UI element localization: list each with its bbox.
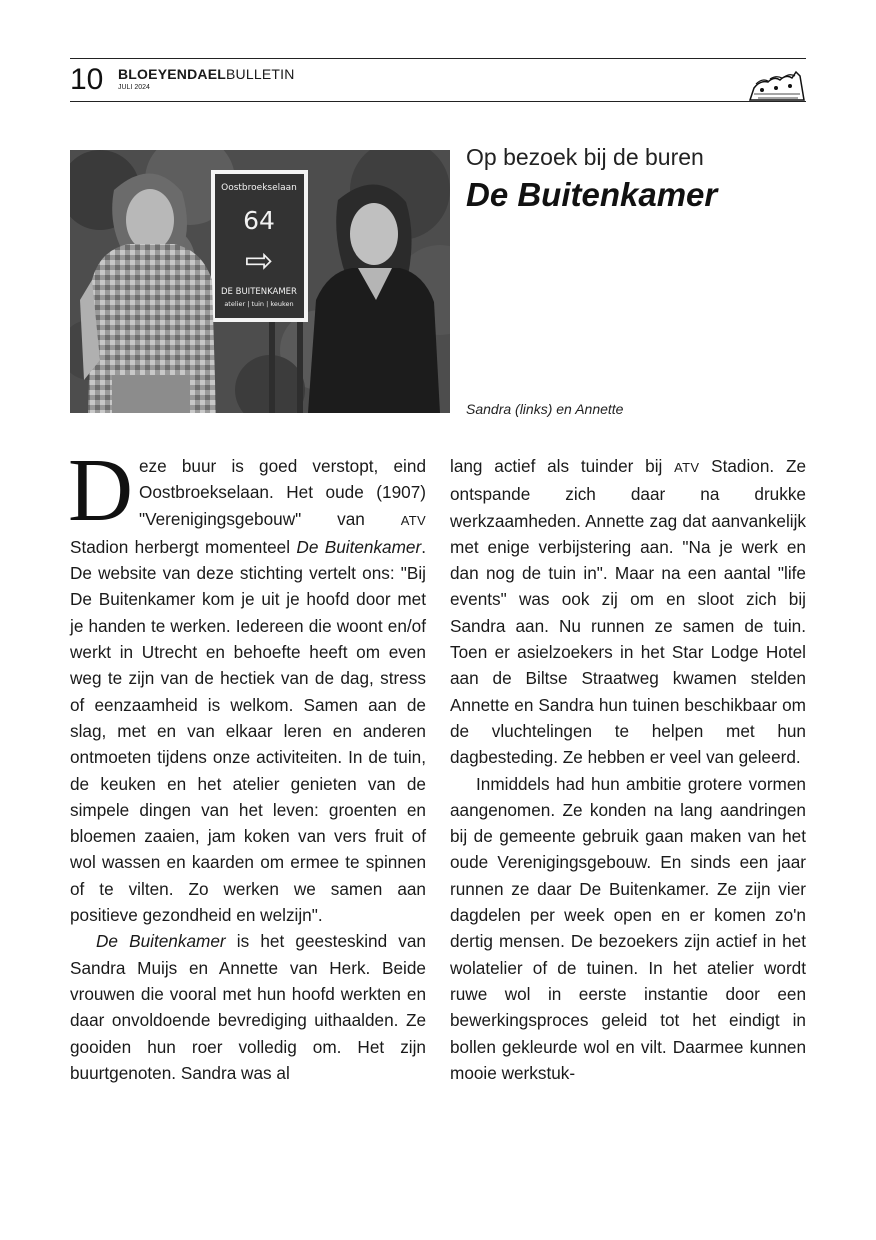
- paragraph-3-text-b: Stadion. Ze ontspande zich daar na drukke werkzaamheden. Annette zag dat aanvankelijk met enige verbijstering aan. "Na je werk en dan nog de tuin in". Maar na een aantal "life events" was ook zij om en sloot zich bij Sandra aan. Nu runnen ze samen de tuin. Toen er asielzoekers in het Star Lodge Hotel aan de Biltse Straatweg kwamen stelden Annette en Sandra hun tuinen beschikbaar om de vluchtelingen te helpen met hun dagbesteding. Ze hebben er veel van geleerd.: [450, 456, 806, 768]
- drop-cap: D: [68, 441, 133, 540]
- paragraph-1-text-b: Stadion herbergt momenteel: [70, 536, 297, 557]
- paragraph-4: Inmiddels had hun ambitie grotere vormen aangenomen. Ze konden na lang aandringen bij de gemeente gebruik gaan maken van het oude Verenigingsgebouw. En sinds een jaar runnen ze daar De Buitenkamer. Ze zijn vier dagdelen per week open en er komen zo'n dertig mensen. De bezoekers zijn actief in het wolatelier of de tuinen. In het atelier wordt ruwe wol in eerste instantie door een bewerkingsproces geleid tot het eindigt in bollen gekleurde wol en vilt. Daarmee kunnen mooie werkstuk-: [450, 773, 806, 1083]
- paragraph-1-text-c: . De website van deze stichting vertelt ons: "Bij De Buitenkamer kom je uit je hoofd door met je handen te werken. Iedereen die woont en/of werkt in Utrecht en behoefte heeft om even weg te zijn van de hectiek van de dag, stress of eenzaamheid is welkom. Samen aan de slag, met en van elkaar leren en anderen ontmoeten tijdens onze activiteiten. In de tuin, de keuken en het atelier genieten van de simpele dingen van het leven: groenten en bloemen zaaien, jam koken van vers fruit of wol wassen en kaarden om ermee te spinnen of te vilten. Zo werken we samen aan positieve gezondheid en welzijn".: [70, 536, 426, 926]
- paragraph-2: [70, 928, 426, 1086]
- sign-post: [269, 320, 275, 413]
- article-photo: [70, 150, 450, 413]
- atv-abbreviation: ATV: [400, 512, 426, 528]
- paragraph-1-text-a: eze buur is goed verstopt, eind Oostbroekselaan. Het oude (1907) "Verenigingsgebouw" van: [139, 456, 426, 529]
- masthead-bold: BLOEYENDAEL: [118, 66, 226, 82]
- sign-street: Oostbroekselaan: [221, 183, 297, 193]
- paragraph-2-text: is het geesteskind van Sandra Muijs en Annette van Herk. Beide vrouwen die vooral met hun hoofd werkten en daar onvoldoende bevrediging uithaalden. Ze gooiden hun roer volledig om. Het zijn buurtgenoten. Sandra was al: [70, 931, 426, 1083]
- paragraph-3-text-a: lang actief als tuinder bij: [450, 456, 675, 476]
- article-column-right: [450, 453, 806, 1086]
- masthead: [118, 66, 295, 82]
- paragraph-1-emphasis: De Buitenkamer: [296, 536, 422, 557]
- photo-caption: Sandra (links) en Annette: [466, 401, 624, 417]
- neighbourhood-logo-icon: [748, 66, 806, 102]
- page-number: 10: [70, 63, 104, 96]
- sign-name: DE BUITENKAMER: [221, 287, 297, 297]
- photo-illustration: [70, 150, 450, 413]
- article-kicker: Op bezoek bij de buren: [466, 144, 704, 170]
- header-top-rule: [70, 58, 806, 59]
- header-bottom-rule: [70, 101, 806, 102]
- issue-date: JULI 2024: [118, 84, 150, 91]
- paragraph-3: [450, 453, 806, 771]
- sign-arrow-icon: ⇨: [244, 241, 274, 281]
- atv-abbreviation: ATV: [674, 460, 700, 475]
- paragraph-1: [68, 441, 426, 928]
- masthead-light: BULLETIN: [226, 66, 295, 82]
- sign-number: 64: [243, 206, 275, 235]
- sign-subtitle: atelier | tuin | keuken: [224, 300, 294, 308]
- article-column-left: [68, 441, 426, 1086]
- article-title: De Buitenkamer: [466, 176, 718, 213]
- paragraph-2-emphasis: De Buitenkamer: [96, 931, 226, 952]
